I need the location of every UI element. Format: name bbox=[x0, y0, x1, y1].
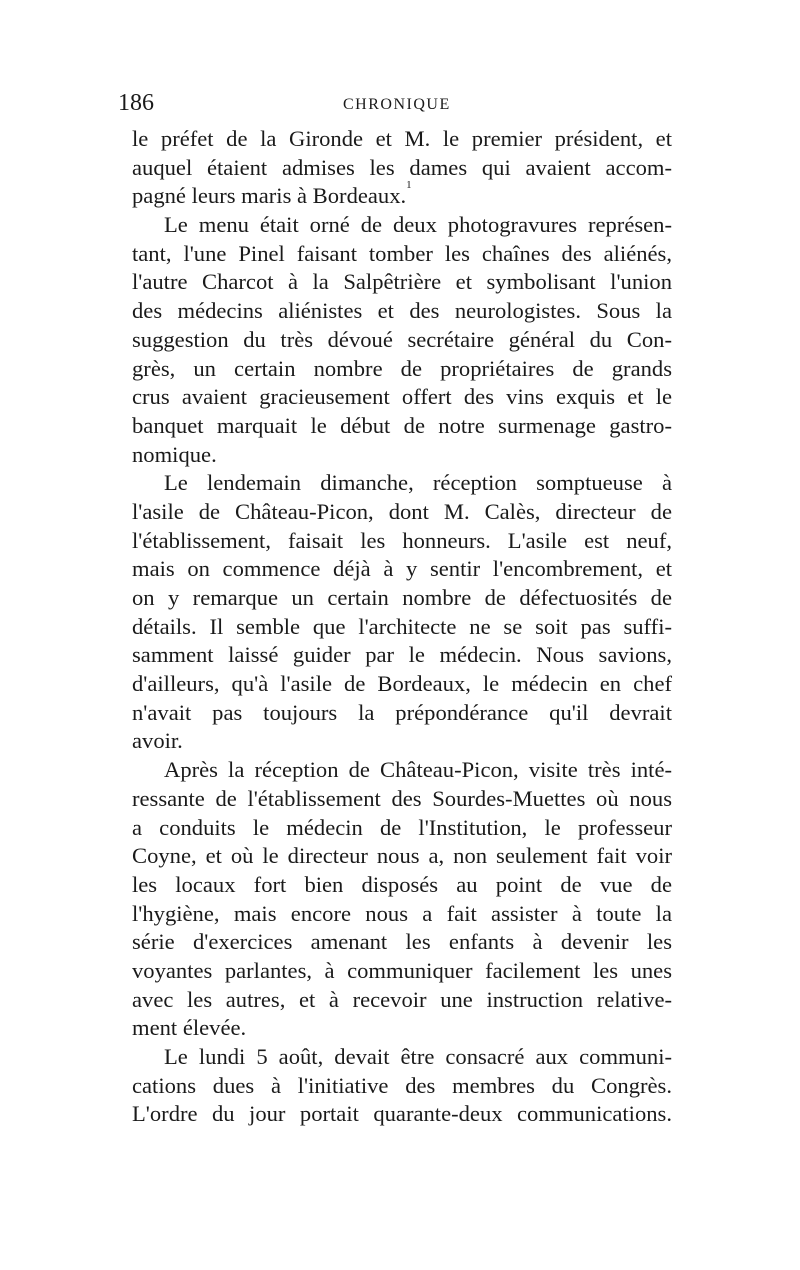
text-line: série d'exercices amenant les enfants à devenir les bbox=[132, 929, 672, 955]
text-line: cations dues à l'initiative des membres du Congrès. bbox=[132, 1072, 672, 1098]
text-line: Le lendemain dimanche, réception somptueuse à bbox=[164, 470, 672, 496]
paragraph bbox=[132, 1043, 672, 1129]
text-line: l'hygiène, mais encore nous a fait assister à toute la bbox=[132, 900, 672, 926]
text-line: d'ailleurs, qu'à l'asile de Bordeaux, le médecin en chef bbox=[132, 671, 672, 697]
text-line: ressante de l'établissement des Sourdes-Muettes où nous bbox=[132, 785, 672, 811]
text-line: Après la réception de Château-Picon, visite très inté- bbox=[164, 757, 672, 783]
text-line: mais on commence déjà à y sentir l'encombrement, et bbox=[132, 556, 672, 582]
body-text bbox=[132, 125, 672, 1129]
text-line: Le menu était orné de deux photogravures représen- bbox=[164, 212, 672, 238]
text-line: ment élevée. bbox=[132, 1015, 247, 1041]
text-line: on y remarque un certain nombre de défectuosités de bbox=[132, 585, 672, 610]
paragraph bbox=[132, 756, 672, 1043]
text-line: n'avait pas toujours la prépondérance qu'il devrait bbox=[132, 699, 672, 725]
text-line bbox=[132, 179, 672, 211]
text-line: auquel étaient admises les dames qui avaient accom- bbox=[132, 154, 672, 180]
text-line: les locaux fort bien disposés au point de vue de bbox=[132, 871, 672, 897]
footnote-marker: 1 bbox=[406, 179, 412, 192]
running-header bbox=[118, 90, 680, 120]
paragraph bbox=[132, 211, 672, 469]
page-number: 186 bbox=[118, 90, 154, 116]
text-line: tant, l'une Pinel faisant tomber les chaînes des aliénés, bbox=[132, 240, 672, 266]
text-line: crus avaient gracieusement offert des vins exquis et le bbox=[132, 384, 672, 410]
text-line: a conduits le médecin de l'Institution, le professeur bbox=[132, 814, 672, 840]
text-line: grès, un certain nombre de propriétaires de grands bbox=[132, 355, 672, 381]
text-line: l'établissement, faisait les honneurs. L'asile est neuf, bbox=[132, 527, 672, 553]
text-line-content: pagné leurs maris à Bordeaux. bbox=[132, 183, 407, 209]
text-line: Coyne, et où le directeur nous a, non seulement fait voir bbox=[132, 843, 672, 869]
text-line: voyantes parlantes, à communiquer facilement les unes bbox=[132, 957, 672, 983]
text-line: suggestion du très dévoué secrétaire général du Con- bbox=[132, 326, 672, 352]
text-line: l'asile de Château-Picon, dont M. Calès, directeur de bbox=[132, 498, 672, 524]
text-line: détails. Il semble que l'architecte ne se soit pas suffi- bbox=[132, 613, 672, 639]
paragraph bbox=[132, 125, 672, 211]
text-line: avec les autres, et à recevoir une instruction relative- bbox=[132, 986, 672, 1012]
text-line: L'ordre du jour portait quarante-deux communications. bbox=[132, 1101, 672, 1127]
text-line: des médecins aliénistes et des neurologistes. Sous la bbox=[132, 298, 672, 324]
running-title: CHRONIQUE bbox=[343, 96, 451, 113]
text-line: l'autre Charcot à la Salpêtrière et symbolisant l'union bbox=[132, 269, 672, 295]
text-line: avoir. bbox=[132, 728, 183, 754]
text-line: banquet marquait le début de notre surmenage gastro- bbox=[132, 412, 672, 438]
text-line: nomique. bbox=[132, 441, 217, 467]
text-line: samment laissé guider par le médecin. Nous savions, bbox=[132, 642, 672, 668]
text-line: le préfet de la Gironde et M. le premier président, et bbox=[132, 126, 672, 151]
paragraph bbox=[132, 469, 672, 756]
text-line: Le lundi 5 août, devait être consacré aux communi- bbox=[164, 1044, 672, 1069]
